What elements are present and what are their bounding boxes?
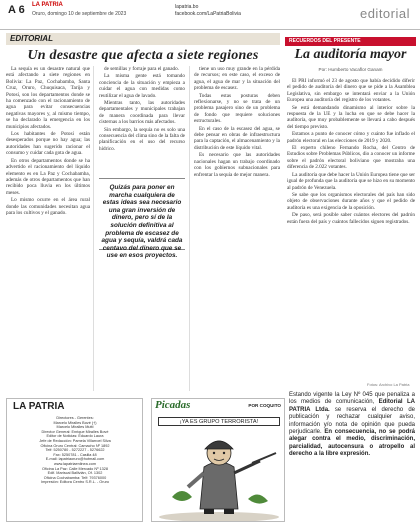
page-number: A 6 [8,4,25,16]
paragraph: Todas estas posturas deben reflexionarse, y no se trata de un problema pasajero sino de un problema de fondo que requiere soluciones estructurales. [194,92,280,125]
editorial-title: Un desastre que afecta a siete regiones [27,48,259,63]
credit-line: Jefe de Redacción: Pamela Villarroel Silva [39,438,111,443]
credit-line: Directores - Gerentes: [56,416,94,420]
paragraph: Estamos a punto de conocer cómo y cuánto fue inflado el padrón electoral en las elecciones de 2019 y 2020. [287,131,415,144]
paragraph: de semillas y forraje para el ganado. [104,66,180,72]
paragraph: El PRI informó el 23 de agosto que había decidido diferir el pedido de auditoría del dinero que se pide a la Asamblea Legislativa, sin embargo se intentará enviar a la Unión Europea una auditoría del registro de los votantes. [287,78,415,104]
paragraph: En el caso de la escasez del agua, se debe pensar en obras de infraestructura para la captación, el almacenamiento y la distribución de este líquido vital. [194,125,280,151]
paragraph: Se está demandando dinamismo al interior sobre la respuesta de la UE y la lucha en que se debe hacer la auditoría, que muy probablemente se llevará a cabo después del tiempo previsto. [287,104,415,130]
credit-line: Director General: Enrique Miralles Bové [41,429,109,434]
social-link[interactable]: facebook.com/LaPatriaBolivia [175,11,241,17]
credit-line: Marcelo Miralles Mutti [56,425,94,430]
credit-line: www.lapatriaenlinea.com [54,461,96,466]
cartoon-illustration [152,427,285,522]
pull-quote: Quizás para poner en marcha cualquiera de estas ideas sea necesario una gran inversión de dinero, pero sí de la solución definitiva al problema de escasez de agua y sequía, valdrá cada centavo del dinero que se use en esos proyectos. [99,178,185,250]
paragraph: La misma gente está tomando conciencia de la situación y empieza a cuidar el agua con medidas como reutilizar el agua de lavado. [99,73,185,99]
credit-line: Oficina Cochabamba: Telf: 79376000 [43,475,107,480]
opinion-title: La auditoría mayor [294,47,407,62]
page-header [0,0,420,30]
paragraph: Sin embargo, la sequía no es solo una consecuencia del clima sino de la falta de planificación en el uso del recurso hídrico. [99,126,185,152]
credit-line: Oficina Oruro Central: Camacho Nº 1892 [40,443,110,448]
paragraph: La auditoría que debe hacer la Unión Europea tiene que ser igual de profunda que la auditoría que se hizo en su momento al padrón de Venezuela. [287,171,415,191]
paragraph: En otros departamentos donde se ha advertido el racionamiento del líquido elemento es en La Paz y Cochabamba, además de otros departamentos que han recibido poca lluvia en los últimos meses. [6,157,90,196]
column-divider [93,66,94,391]
masthead-box [6,398,143,522]
legal-middle: se reserva el derecho de publicación y rechazar cualquier aviso, información y/o nota de opinión que pueda perjudicarle. [289,406,415,436]
paragraph: La sequía es un desastre natural que está afectando a siete regiones en Bolivia: La Paz, Cochabamba, Santa Cruz, Oruro, Chuquisaca, Tarija y Potosí, son los departamentos donde se ha comenzado con el racionamiento de agua para evitar consecuencias negativas mayores y, al mismo tiempo, se ha declarado la emergencia en los municipios afectados. [6,66,90,130]
opinion-label: RECUERDOS DEL PRESENTE [285,37,416,46]
website-link[interactable]: lapatria.bo [175,4,199,10]
section-tag: editorial [359,6,410,21]
credit-line: Marcelo Miralles Bové (†) [53,420,97,425]
photo-credit: Fotos: Archivo La Patria [367,382,410,387]
brand-name: LA PATRIA [32,2,63,8]
credit-line: E-mail: lapatriaoruro@hotmail.com [45,457,105,462]
credit-line: Telf: 5250780 - 5272227 - 5276622 [45,448,105,453]
opinion-body [287,78,415,381]
paragraph: El experto chileno Fernando Rocha, del Centro de Estudios sobre Problemas Públicos, dio a conocer un informe sobre el padrón electoral boliviano que mostraba una diferencia de 2.022 votantes. [287,145,415,171]
cartoon-caption: ¡YA ES GRUPO TERRORISTA! [158,417,280,426]
cartoon-panel [151,398,285,522]
credit-line: Fax: 5250781 - Casilla 48 [53,452,97,457]
paragraph: Es necesario que las autoridades nacionales hagan un trabajo coordinado con los gobiernos subnacionales para enfrentar la sequía de mejor manera. [194,152,280,178]
paragraph: tiene un uso muy grande en la pérdida de recursos; en este caso, el exceso de agua, el agua de mar y la situación del problema de escasez. [194,66,280,92]
cartoon-byline: POR COQUITO [248,403,281,408]
editorial-label: EDITORIAL [6,33,280,45]
paragraph: Mientras tanto, las autoridades departamentales y municipales trabajan de manera coordinada para llevar cisternas a los barrios más afectados. [99,100,185,126]
credit-line: Edif. Mariscal Ballivián, Of. 1302 [47,471,103,476]
paragraph: Los habitantes de Potosí están desesperados porque no hay agua; las autoridades han sugerido racionar el consumo y cuidar cada gota de agua. [6,131,90,157]
opinion-author: Por: Humberto Vacaflor Ganam [318,67,383,72]
legal-intro: Estando vigente la Ley Nº 045 que penaliza a los medios de comunicación, [289,392,415,406]
editorial-column-1 [6,66,90,391]
editorial-column-3 [194,66,280,391]
paragraph: Se sabe que los organismos electorales del país han sido objeto de observaciones durante años y que el pedido de auditoría es una exigencia de la oposición. [287,191,415,211]
credit-line: Editor de Noticias: Eduardo Laura [46,434,104,439]
legal-emphasis: En consecuencia, no se podrá alegar contra el medio, discriminación, parcialidad, autocensura o atropello al derecho a la libre expresión. [289,429,416,458]
masthead-credits [13,416,137,485]
cartoon-brand: Picadas [155,399,191,411]
credit-line: Impresión: Editora Centro S.R.L. - Oruro [41,480,109,485]
legal-publisher: Editorial LA PATRIA Ltda. [289,399,415,413]
column-divider [189,66,190,391]
date-line: Oruro, domingo 10 de septiembre de 2023 [32,11,127,17]
paragraph: De paso, será posible saber cuántos electores del padrón están fuera del país y cuántos fallecidos siguen registrados. [287,212,415,225]
credit-line: Oficina La Paz: Calle Mercado Nº 1328 [42,466,108,471]
legal-notice [289,392,415,459]
paragraph: Lo mismo ocurre en el área rural donde las comunidades necesitan agua para los cultivos y el ganado. [6,197,90,216]
masthead-name: LA PATRIA [13,401,65,412]
